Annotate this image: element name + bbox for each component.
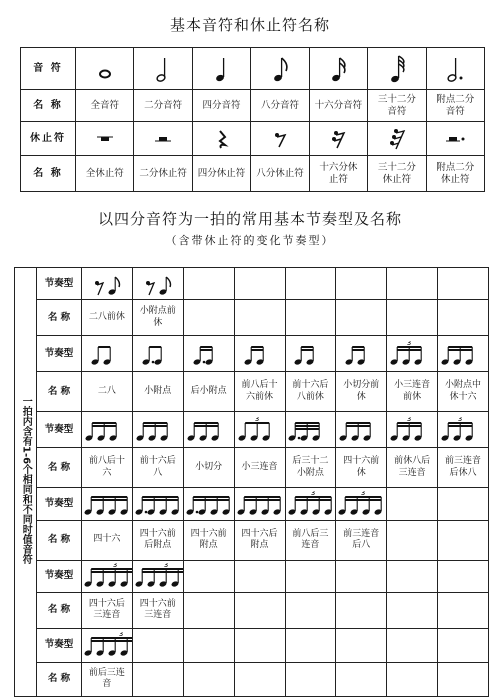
empty-cell [387, 488, 438, 520]
pattern-name: 四十六前后附点 [132, 520, 183, 560]
name-label: 名 称 [37, 662, 82, 696]
rhythm-row [15, 336, 489, 372]
row-label-name: 名 称 [21, 156, 76, 192]
pattern-name: 四十六前附点 [183, 520, 234, 560]
rhythm-row [15, 268, 489, 300]
note-name-row [21, 90, 485, 122]
rhythm-pattern-icon [285, 336, 336, 372]
empty-cell [285, 560, 336, 592]
rhythm-pattern-icon [82, 336, 133, 372]
svg-text:3: 3 [406, 416, 412, 423]
pattern-name: 小三连音前休 [387, 372, 438, 412]
rhythm-row [15, 488, 489, 520]
side-label [15, 268, 37, 697]
name-label: 名 称 [37, 372, 82, 412]
pattern-name: 后小附点 [183, 372, 234, 412]
rhythm-row [15, 628, 489, 662]
name-row [15, 592, 489, 628]
empty-cell [234, 592, 285, 628]
empty-cell [336, 592, 387, 628]
rest-symbol-row [21, 122, 485, 156]
empty-cell [387, 520, 438, 560]
empty-cell [183, 592, 234, 628]
rhythm-label: 节奏型 [37, 412, 82, 448]
section-subtitle: （含带休止符的变化节奏型） [165, 234, 335, 247]
pattern-name: 前休八后三连音 [387, 448, 438, 488]
note-symbol-row [21, 48, 485, 90]
empty-cell [438, 488, 489, 520]
rest-name-sixteenth: 十六分休止符 [309, 156, 367, 192]
name-row [15, 300, 489, 336]
sixteenth-note-icon [309, 48, 367, 90]
eighth-rest-icon [251, 122, 309, 156]
pattern-name: 小附点中休十六 [438, 372, 489, 412]
rhythm-pattern-icon [82, 560, 133, 592]
note-name-thirty-second: 三十二分音符 [368, 90, 426, 122]
basic-notes-table [20, 47, 485, 192]
pattern-name: 小附点 [132, 372, 183, 412]
pattern-name: 四十六后附点 [234, 520, 285, 560]
dotted-half-rest-icon [426, 122, 484, 156]
row-label-rest: 休止符 [21, 122, 76, 156]
empty-cell [336, 560, 387, 592]
pattern-name: 四十六后三连音 [82, 592, 133, 628]
name-row [15, 372, 489, 412]
empty-cell [234, 662, 285, 696]
pattern-name: 前十六后八前休 [285, 372, 336, 412]
rest-name-row [21, 156, 485, 192]
empty-cell [234, 560, 285, 592]
svg-text:3: 3 [118, 632, 124, 639]
name-label: 名 称 [37, 300, 82, 336]
rhythm-pattern-icon [183, 488, 234, 520]
empty-cell [438, 628, 489, 662]
empty-cell [285, 592, 336, 628]
thirty-second-rest-icon [368, 122, 426, 156]
empty-cell [387, 560, 438, 592]
empty-cell [438, 268, 489, 300]
svg-text:3: 3 [112, 563, 118, 570]
rest-name-quarter: 四分休止符 [192, 156, 250, 192]
pattern-name: 前八后三连音 [285, 520, 336, 560]
rhythm-label: 节奏型 [37, 268, 82, 300]
pattern-name: 四十六 [82, 520, 133, 560]
empty-cell [234, 628, 285, 662]
svg-text:3: 3 [163, 563, 169, 570]
name-row [15, 662, 489, 696]
rhythm-pattern-icon [285, 412, 336, 448]
rhythm-pattern-icon [285, 488, 336, 520]
rhythm-label: 节奏型 [37, 560, 82, 592]
empty-cell [183, 268, 234, 300]
row-label-note: 音 符 [21, 48, 76, 90]
rhythm-pattern-icon [132, 412, 183, 448]
name-label: 名 称 [37, 592, 82, 628]
note-name-dotted-half: 附点二分音符 [426, 90, 484, 122]
rhythm-patterns-table [14, 267, 489, 697]
sixteenth-rest-icon [309, 122, 367, 156]
empty-cell [183, 662, 234, 696]
empty-cell [438, 662, 489, 696]
rhythm-pattern-icon [132, 268, 183, 300]
rest-name-half: 二分休止符 [134, 156, 192, 192]
note-name-eighth: 八分音符 [251, 90, 309, 122]
pattern-name: 小切分 [183, 448, 234, 488]
rhythm-pattern-icon [183, 336, 234, 372]
note-name-sixteenth: 十六分音符 [309, 90, 367, 122]
empty-cell [285, 300, 336, 336]
rhythm-pattern-icon [82, 628, 133, 662]
empty-cell [285, 628, 336, 662]
name-label: 名 称 [37, 520, 82, 560]
thirty-second-note-icon [368, 48, 426, 90]
pattern-name: 小切分前休 [336, 372, 387, 412]
side-label-text: 一拍内含有1-6个相同和不同时值音符 [20, 395, 32, 564]
empty-cell [234, 268, 285, 300]
rest-name-whole: 全休止符 [76, 156, 134, 192]
empty-cell [336, 268, 387, 300]
pattern-name: 前三连音后八 [336, 520, 387, 560]
rhythm-label: 节奏型 [37, 628, 82, 662]
name-row [15, 448, 489, 488]
eighth-note-icon [251, 48, 309, 90]
rhythm-pattern-icon [82, 412, 133, 448]
half-note-icon [134, 48, 192, 90]
pattern-name: 前十六后八 [132, 448, 183, 488]
row-label-name: 名 称 [21, 90, 76, 122]
svg-text:3: 3 [457, 416, 463, 423]
rhythm-pattern-icon [183, 412, 234, 448]
empty-cell [183, 560, 234, 592]
rhythm-pattern-icon [336, 412, 387, 448]
pattern-name: 小三连音 [234, 448, 285, 488]
pattern-name: 前八后十六前休 [234, 372, 285, 412]
pattern-name: 四十六前三连音 [132, 592, 183, 628]
empty-cell [234, 300, 285, 336]
empty-cell [438, 300, 489, 336]
pattern-name: 后三十二小附点 [285, 448, 336, 488]
rhythm-pattern-icon [387, 336, 438, 372]
name-row [15, 520, 489, 560]
rhythm-pattern-icon [387, 412, 438, 448]
whole-rest-icon [76, 122, 134, 156]
empty-cell [285, 268, 336, 300]
rhythm-pattern-icon [82, 488, 133, 520]
rhythm-pattern-icon [82, 268, 133, 300]
empty-cell [183, 300, 234, 336]
pattern-name: 前八后十六 [82, 448, 133, 488]
empty-cell [438, 520, 489, 560]
empty-cell [387, 592, 438, 628]
rest-name-eighth: 八分休止符 [251, 156, 309, 192]
whole-note-icon [76, 48, 134, 90]
rhythm-pattern-icon [234, 488, 285, 520]
quarter-rest-icon [192, 122, 250, 156]
pattern-name: 四十六前休 [336, 448, 387, 488]
name-label: 名 称 [37, 448, 82, 488]
dotted-half-note-icon [426, 48, 484, 90]
empty-cell [132, 662, 183, 696]
svg-text:3: 3 [254, 416, 259, 423]
rhythm-pattern-icon [234, 336, 285, 372]
rhythm-pattern-icon [132, 560, 183, 592]
rhythm-label: 节奏型 [37, 488, 82, 520]
rhythm-pattern-icon [336, 488, 387, 520]
rhythm-pattern-icon [132, 336, 183, 372]
rhythm-pattern-icon [438, 412, 489, 448]
rhythm-pattern-icon [234, 412, 285, 448]
rhythm-pattern-icon [438, 336, 489, 372]
rest-name-thirty-second: 三十二分休止符 [368, 156, 426, 192]
rhythm-row [15, 412, 489, 448]
note-name-half: 二分音符 [134, 90, 192, 122]
section-title: 以四分音符为一拍的常用基本节奏型及名称 [97, 210, 402, 228]
quarter-note-icon [192, 48, 250, 90]
empty-cell [438, 592, 489, 628]
pattern-name: 前后三连音 [82, 662, 133, 696]
empty-cell [387, 662, 438, 696]
empty-cell [438, 560, 489, 592]
pattern-name: 前三连音后休八 [438, 448, 489, 488]
rhythm-pattern-icon [336, 336, 387, 372]
pattern-name: 二八前休 [82, 300, 133, 336]
pattern-name: 小附点前休 [132, 300, 183, 336]
empty-cell [336, 300, 387, 336]
note-name-whole: 全音符 [76, 90, 134, 122]
page-title: 基本音符和休止符名称 [169, 16, 330, 34]
pattern-name: 二八 [82, 372, 133, 412]
empty-cell [183, 628, 234, 662]
rhythm-pattern-icon [132, 488, 183, 520]
svg-text:3: 3 [361, 490, 366, 497]
empty-cell [387, 628, 438, 662]
empty-cell [387, 268, 438, 300]
empty-cell [132, 628, 183, 662]
empty-cell [336, 628, 387, 662]
note-name-quarter: 四分音符 [192, 90, 250, 122]
svg-text:3: 3 [310, 490, 315, 497]
half-rest-icon [134, 122, 192, 156]
empty-cell [387, 300, 438, 336]
empty-cell [336, 662, 387, 696]
svg-text:3: 3 [406, 340, 412, 347]
rhythm-row [15, 560, 489, 592]
rhythm-label: 节奏型 [37, 336, 82, 372]
empty-cell [285, 662, 336, 696]
rest-name-dotted-half: 附点二分休止符 [426, 156, 484, 192]
